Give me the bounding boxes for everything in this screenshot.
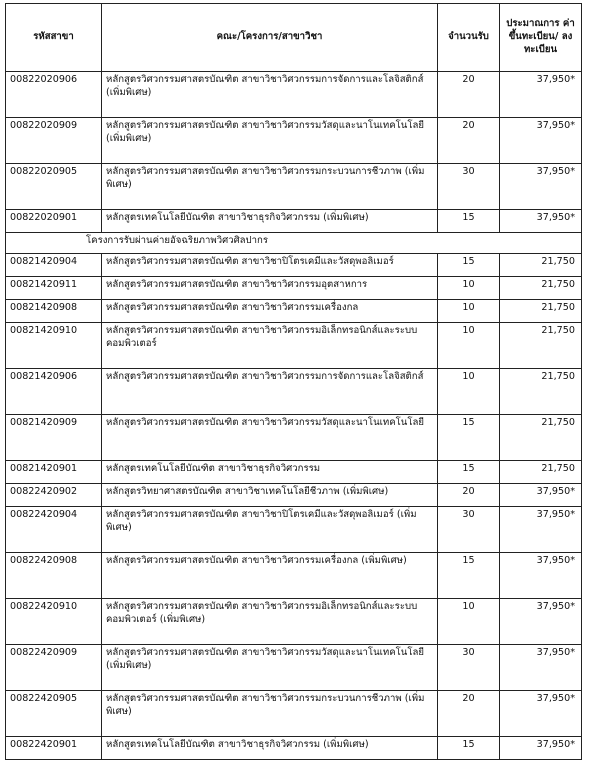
cell-fee: 37,950* — [500, 599, 582, 645]
cell-fee: 37,950* — [500, 484, 582, 507]
cell-program: หลักสูตรวิศวกรรมศาสตรบัณฑิต สาขาวิชาวิศวกรรมเครื่องกล (เพิ่มพิเศษ) — [102, 553, 438, 599]
cell-fee: 21,750 — [500, 461, 582, 484]
table-row — [6, 415, 582, 461]
cell-code: 00822420902 — [6, 484, 102, 507]
cell-program: หลักสูตรวิศวกรรมศาสตรบัณฑิต สาขาวิชาวิศวกรรมวัสดุและนาโนเทคโนโลยี (เพิ่มพิเศษ) — [102, 118, 438, 164]
cell-program: หลักสูตรวิศวกรรมศาสตรบัณฑิต สาขาวิชาวิศวกรรมอุตสาหการ — [102, 277, 438, 300]
table-row — [6, 323, 582, 369]
table-row — [6, 210, 582, 233]
table-row — [6, 164, 582, 210]
cell-seats: 15 — [438, 737, 500, 760]
table-header-row — [6, 4, 582, 72]
cell-fee: 37,950* — [500, 645, 582, 691]
cell-program: หลักสูตรวิศวกรรมศาสตรบัณฑิต สาขาวิชาวิศวกรรมวัสดุและนาโนเทคโนโลยี — [102, 415, 438, 461]
cell-program: หลักสูตรวิศวกรรมศาสตรบัณฑิต สาขาวิชาวิศวกรรมการจัดการและโลจิสติกส์ (เพิ่มพิเศษ) — [102, 72, 438, 118]
table-row — [6, 645, 582, 691]
cell-seats: 20 — [438, 691, 500, 737]
cell-fee: 37,950* — [500, 72, 582, 118]
table-row — [6, 254, 582, 277]
cell-program: หลักสูตรวิศวกรรมศาสตรบัณฑิต สาขาวิชาปิโตรเคมีและวัสดุพอลิเมอร์ — [102, 254, 438, 277]
header-fee: ประมาณการ ค่าขึ้นทะเบียน/ ลงทะเบียน — [500, 4, 582, 72]
cell-fee: 37,950* — [500, 507, 582, 553]
table-row — [6, 72, 582, 118]
cell-code: 00821420901 — [6, 461, 102, 484]
cell-seats: 15 — [438, 210, 500, 233]
table-row — [6, 369, 582, 415]
cell-fee: 21,750 — [500, 277, 582, 300]
cell-seats: 30 — [438, 164, 500, 210]
admission-table — [5, 3, 582, 760]
cell-seats: 15 — [438, 461, 500, 484]
cell-seats: 10 — [438, 369, 500, 415]
table-row — [6, 737, 582, 760]
section-title: โครงการรับผ่านค่ายอัจฉริยภาพวิศวศิลปากร — [6, 233, 582, 254]
cell-fee: 21,750 — [500, 323, 582, 369]
header-seats: จำนวนรับ — [438, 4, 500, 72]
table-row — [6, 507, 582, 553]
cell-program: หลักสูตรวิศวกรรมศาสตรบัณฑิต สาขาวิชาวิศวกรรมกระบวนการชีวภาพ (เพิ่มพิเศษ) — [102, 164, 438, 210]
cell-program: หลักสูตรวิศวกรรมศาสตรบัณฑิต สาขาวิชาปิโตรเคมีและวัสดุพอลิเมอร์ (เพิ่มพิเศษ) — [102, 507, 438, 553]
cell-code: 00822020906 — [6, 72, 102, 118]
cell-seats: 10 — [438, 300, 500, 323]
cell-program: หลักสูตรเทคโนโลยีบัณฑิต สาขาวิชาธุรกิจวิศวกรรม — [102, 461, 438, 484]
section-row — [6, 233, 582, 254]
cell-code: 00822420910 — [6, 599, 102, 645]
cell-program: หลักสูตรวิศวกรรมศาสตรบัณฑิต สาขาวิชาวิศวกรรมอิเล็กทรอนิกส์และระบบคอมพิวเตอร์ — [102, 323, 438, 369]
table-row — [6, 553, 582, 599]
table-row — [6, 277, 582, 300]
cell-seats: 30 — [438, 507, 500, 553]
cell-seats: 20 — [438, 484, 500, 507]
cell-code: 00821420904 — [6, 254, 102, 277]
table-row — [6, 300, 582, 323]
cell-code: 00822020901 — [6, 210, 102, 233]
cell-fee: 37,950* — [500, 118, 582, 164]
cell-program: หลักสูตรเทคโนโลยีบัณฑิต สาขาวิชาธุรกิจวิศวกรรม (เพิ่มพิเศษ) — [102, 737, 438, 760]
cell-fee: 37,950* — [500, 553, 582, 599]
cell-code: 00821420910 — [6, 323, 102, 369]
table-row — [6, 599, 582, 645]
cell-code: 00822420904 — [6, 507, 102, 553]
cell-seats: 15 — [438, 415, 500, 461]
cell-seats: 10 — [438, 599, 500, 645]
cell-code: 00821420909 — [6, 415, 102, 461]
cell-fee: 37,950* — [500, 210, 582, 233]
table-row — [6, 691, 582, 737]
cell-program: หลักสูตรวิทยาศาสตรบัณฑิต สาขาวิชาเทคโนโลยีชีวภาพ (เพิ่มพิเศษ) — [102, 484, 438, 507]
cell-code: 00822420909 — [6, 645, 102, 691]
cell-code: 00821420908 — [6, 300, 102, 323]
cell-fee: 37,950* — [500, 691, 582, 737]
cell-seats: 15 — [438, 553, 500, 599]
header-program: คณะ/โครงการ/สาขาวิชา — [102, 4, 438, 72]
header-code: รหัสสาขา — [6, 4, 102, 72]
cell-program: หลักสูตรวิศวกรรมศาสตรบัณฑิต สาขาวิชาวิศวกรรมวัสดุและนาโนเทคโนโลยี (เพิ่มพิเศษ) — [102, 645, 438, 691]
cell-seats: 20 — [438, 118, 500, 164]
table-row — [6, 461, 582, 484]
cell-program: หลักสูตรวิศวกรรมศาสตรบัณฑิต สาขาวิชาวิศวกรรมการจัดการและโลจิสติกส์ — [102, 369, 438, 415]
cell-code: 00821420906 — [6, 369, 102, 415]
cell-seats: 20 — [438, 72, 500, 118]
cell-program: หลักสูตรวิศวกรรมศาสตรบัณฑิต สาขาวิชาวิศวกรรมเครื่องกล — [102, 300, 438, 323]
cell-code: 00822420905 — [6, 691, 102, 737]
cell-fee: 21,750 — [500, 254, 582, 277]
cell-fee: 21,750 — [500, 369, 582, 415]
cell-program: หลักสูตรเทคโนโลยีบัณฑิต สาขาวิชาธุรกิจวิศวกรรม (เพิ่มพิเศษ) — [102, 210, 438, 233]
cell-code: 00821420911 — [6, 277, 102, 300]
cell-fee: 37,950* — [500, 737, 582, 760]
cell-fee: 21,750 — [500, 415, 582, 461]
cell-program: หลักสูตรวิศวกรรมศาสตรบัณฑิต สาขาวิชาวิศวกรรมอิเล็กทรอนิกส์และระบบคอมพิวเตอร์ (เพิ่มพิเศษ) — [102, 599, 438, 645]
cell-code: 00822020909 — [6, 118, 102, 164]
cell-code: 00822020905 — [6, 164, 102, 210]
cell-seats: 30 — [438, 645, 500, 691]
cell-seats: 15 — [438, 254, 500, 277]
cell-program: หลักสูตรวิศวกรรมศาสตรบัณฑิต สาขาวิชาวิศวกรรมกระบวนการชีวภาพ (เพิ่มพิเศษ) — [102, 691, 438, 737]
cell-seats: 10 — [438, 323, 500, 369]
table-row — [6, 118, 582, 164]
table-row — [6, 484, 582, 507]
cell-fee: 21,750 — [500, 300, 582, 323]
cell-seats: 10 — [438, 277, 500, 300]
cell-fee: 37,950* — [500, 164, 582, 210]
cell-code: 00822420901 — [6, 737, 102, 760]
cell-code: 00822420908 — [6, 553, 102, 599]
